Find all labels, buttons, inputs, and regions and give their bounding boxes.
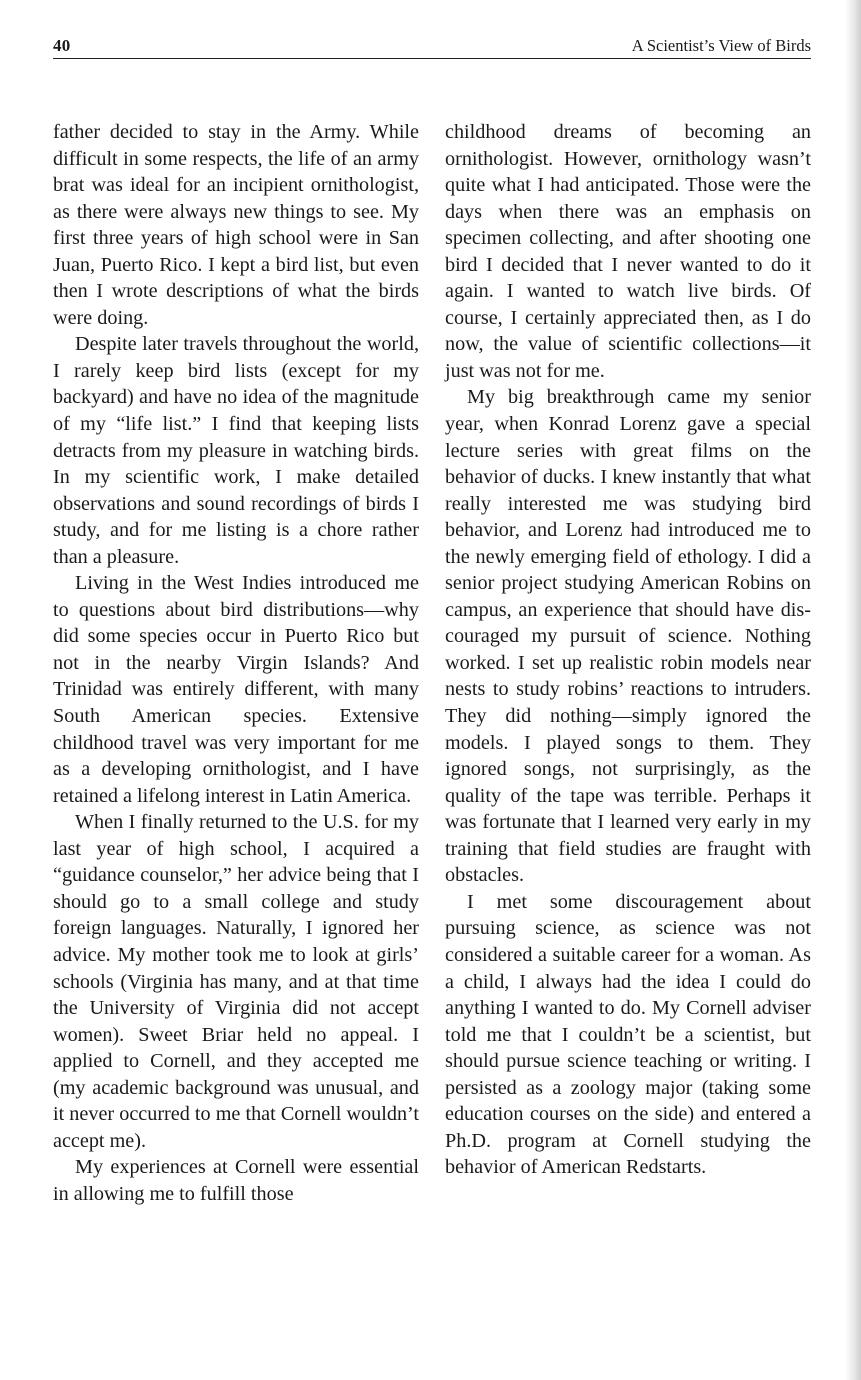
page-edge-shadow <box>845 0 861 1380</box>
paragraph: Living in the West Indies introduced me to questions about bird distributions—why did some species occur in Puerto Rico but not in the nearby Virgin Islands? And Trinidad was entirely different, with many South American species. Extensive childhood travel was very important for me as a developing ornithologist, and I have retained a lifelong interest in Latin America. <box>53 572 419 807</box>
right-column <box>445 119 811 1181</box>
left-column <box>53 119 419 1207</box>
running-header <box>53 36 811 59</box>
paragraph: childhood dreams of becoming an ornithologist. However, ornithology wasn’t quite what I had anticipated. Those were the days when there was an emphasis on specimen collecting, and after shooting one bird I decided that I never wanted to do it again. I wanted to watch live birds. Of course, I certainly appreciated then, as I do now, the value of scientific collections—it just was not for me. <box>445 121 811 382</box>
paragraph: Despite later travels throughout the world, I rarely keep bird lists (except for my backyard) and have no idea of the magnitude of my “life list.” I find that keeping lists detracts from my pleasure in watching birds. In my scientific work, I make detailed observations and sound recordings of birds I study, and for me listing is a chore rather than a pleasure. <box>53 333 419 568</box>
running-title: A Scientist’s View of Birds <box>631 36 811 55</box>
paragraph: My experiences at Cornell were essential in allowing me to fulfill those <box>53 1156 419 1205</box>
paragraph: father decided to stay in the Army. While difficult in some respects, the life of an army brat was ideal for an incipient ornithologist, as there were always new things to see. My first three years of high school were in San Juan, Puerto Rico. I kept a bird list, but even then I wrote descriptions of what the birds were doing. <box>53 121 419 329</box>
paragraph: I met some discouragement about pursuing science, as science was not considered a suitable career for a woman. As a child, I always had the idea I could do anything I wanted to do. My Cornell adviser told me that I couldn’t be a scientist, but should pursue science teaching or writing. I persisted as a zoology major (taking some education courses on the side) and entered a Ph.D. program at Cornell studying the behavior of American Redstarts. <box>445 890 811 1179</box>
paragraph: My big breakthrough came my senior year, when Konrad Lorenz gave a special lecture series with great films on the behavior of ducks. I knew instantly that what really interested me was studying bird behavior, and Lorenz had introduced me to the newly emerging field of ethology. I did a senior project studying American Robins on campus, an experience that should have discouraged my pursuit of science. Nothing worked. I set up realistic robin models near nests to study robins’ reactions to intruders. They did nothing—simply ignored the models. I played songs to them. They ignored songs, not surprisingly, as the quality of the tape was terrible. Perhaps it was fortunate that I learned very early in my training that field studies are fraught with obstacles. <box>445 386 811 887</box>
paragraph: When I finally returned to the U.S. for my last year of high school, I acquired a “guidance counselor,” her advice being that I should go to a small college and study foreign languages. Naturally, I ignored her advice. My mother took me to look at girls’ schools (Virginia has many, and at that time the University of Virginia did not accept women). Sweet Briar held no appeal. I applied to Cornell, and they accepted me (my academic background was unusual, and it never occurred to me that Cornell wouldn’t accept me). <box>53 811 419 1152</box>
page-number: 40 <box>53 36 71 55</box>
